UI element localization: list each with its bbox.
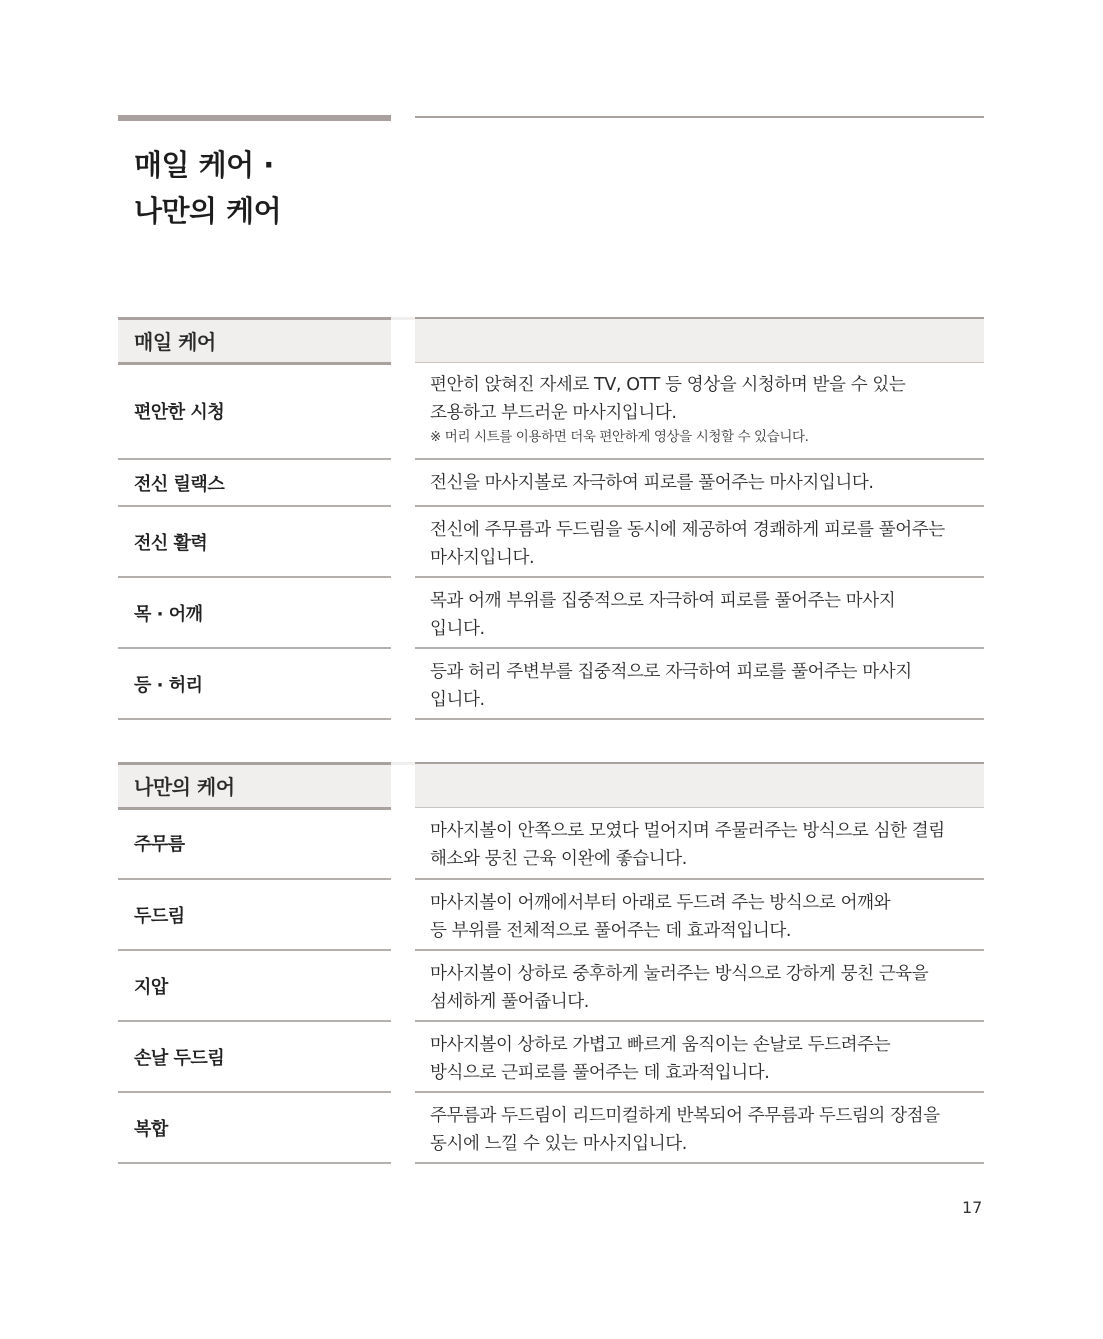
mode-description: 목과 어깨 부위를 집중적으로 자극하여 피로를 풀어주는 마사지 입니다. bbox=[415, 578, 984, 649]
mode-description: 주무름과 두드림이 리드미컬하게 반복되어 주무름과 두드림의 장점을 동시에 느낄 수 있는 마사지입니다. bbox=[415, 1093, 984, 1164]
section-my-care bbox=[118, 762, 984, 1164]
section-title: 매일 케어 bbox=[134, 330, 216, 354]
table-row bbox=[118, 1093, 984, 1164]
table-row bbox=[118, 363, 984, 460]
table-row bbox=[118, 649, 984, 720]
table-row bbox=[118, 460, 984, 507]
mode-name: 전신 릴랙스 bbox=[118, 460, 391, 507]
table-row bbox=[118, 880, 984, 951]
mode-name: 지압 bbox=[118, 951, 391, 1022]
mode-name: 편안한 시청 bbox=[118, 363, 391, 460]
table-row bbox=[118, 507, 984, 578]
table-row bbox=[118, 951, 984, 1022]
section-header bbox=[118, 317, 984, 363]
table-row bbox=[118, 1022, 984, 1093]
mode-description: 마사지볼이 어깨에서부터 아래로 두드려 주는 방식으로 어깨와 등 부위를 전체적으로 풀어주는 데 효과적입니다. bbox=[415, 880, 984, 951]
mode-description: 전신에 주무름과 두드림을 동시에 제공하여 경쾌하게 피로를 풀어주는 마사지입니다. bbox=[415, 507, 984, 578]
page-title-line-1: 매일 케어 · bbox=[134, 148, 274, 182]
section-header bbox=[118, 762, 984, 808]
divider bbox=[415, 762, 984, 764]
mode-name: 손날 두드림 bbox=[118, 1022, 391, 1093]
divider bbox=[118, 762, 391, 765]
mode-description: 마사지볼이 상하로 가볍고 빠르게 움직이는 손날로 두드려주는 방식으로 근피로를 풀어주는 데 효과적입니다. bbox=[415, 1022, 984, 1093]
mode-description: 전신을 마사지볼로 자극하여 피로를 풀어주는 마사지입니다. bbox=[415, 460, 984, 507]
mode-description: 등과 허리 주변부를 집중적으로 자극하여 피로를 풀어주는 마사지 입니다. bbox=[415, 649, 984, 720]
divider bbox=[118, 317, 391, 320]
section-title: 나만의 케어 bbox=[134, 775, 235, 799]
page-title-line-2: 나만의 케어 bbox=[134, 194, 282, 228]
page-title bbox=[134, 142, 281, 234]
title-rule-right bbox=[415, 116, 984, 118]
divider bbox=[415, 317, 984, 319]
mode-name: 주무름 bbox=[118, 808, 391, 880]
mode-name: 복합 bbox=[118, 1093, 391, 1164]
note-text: ※ 머리 시트를 이용하면 더욱 편안하게 영상을 시청할 수 있습니다. bbox=[430, 429, 809, 445]
mode-name: 등 · 허리 bbox=[118, 649, 391, 720]
page-number: 17 bbox=[962, 1198, 983, 1217]
mode-description: 마사지볼이 안쪽으로 모였다 멀어지며 주물러주는 방식으로 심한 결림 해소와 뭉친 근육 이완에 좋습니다. bbox=[415, 808, 984, 880]
mode-description: 마사지볼이 상하로 중후하게 눌러주는 방식으로 강하게 뭉친 근육을 섬세하게 풀어줍니다. bbox=[415, 951, 984, 1022]
table-row bbox=[118, 808, 984, 880]
mode-name: 두드림 bbox=[118, 880, 391, 951]
mode-name: 전신 활력 bbox=[118, 507, 391, 578]
mode-name: 목 · 어깨 bbox=[118, 578, 391, 649]
section-daily-care bbox=[118, 317, 984, 720]
title-rule-left bbox=[118, 115, 391, 121]
table-row bbox=[118, 578, 984, 649]
mode-description: 편안히 앉혀진 자세로 TV, OTT 등 영상을 시청하며 받을 수 있는 조용하고 부드러운 마사지입니다. ※ 머리 시트를 이용하면 더욱 편안하게 영상을 시청할 수 있습니다. bbox=[415, 363, 984, 460]
